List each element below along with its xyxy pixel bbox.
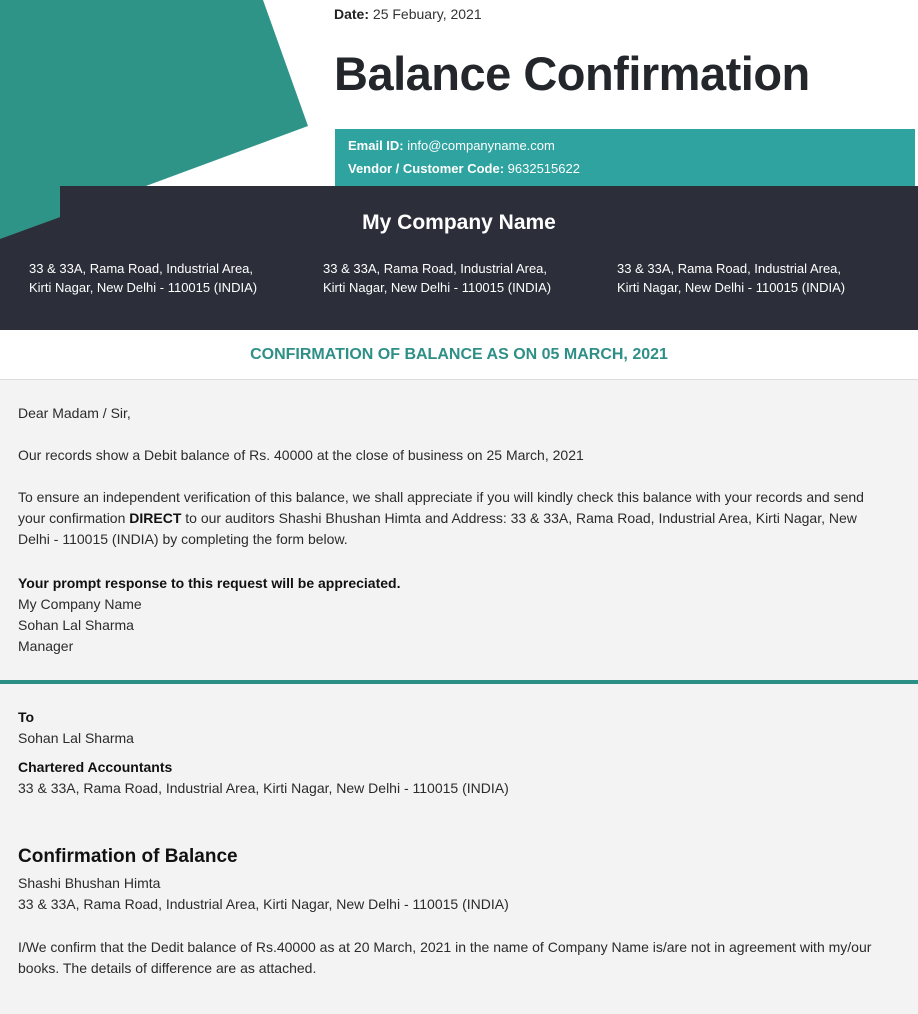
section-divider (0, 680, 918, 684)
address-line2: Kirti Nagar, New Delhi - 110015 (INDIA) (617, 280, 846, 295)
date-label: Date: (334, 6, 370, 22)
sign-company: My Company Name (18, 596, 142, 612)
confirmation-banner (0, 330, 918, 380)
address-line1: 33 & 33A, Rama Road, Industrial Area, (617, 261, 842, 276)
code-value: 9632515622 (507, 161, 580, 176)
paragraph-balance: Our records show a Debit balance of Rs. 40000 at the close of business on 25 March, 2021 (18, 447, 584, 463)
company-address-2 (323, 259, 593, 297)
firm-name: Chartered Accountants (18, 759, 173, 775)
date-line (334, 6, 482, 22)
to-name: Sohan Lal Sharma (18, 730, 134, 746)
confirmation-heading: Confirmation of Balance (18, 846, 238, 867)
address-line2: Kirti Nagar, New Delhi - 110015 (INDIA) (29, 280, 258, 295)
email-line (348, 137, 902, 160)
confirmation-party (18, 873, 888, 915)
code-line (348, 160, 902, 183)
email-value: info@companyname.com (407, 138, 555, 153)
para2-text-b: to our auditors Shashi Bhushan Himta and Address: 33 & 33A, Rama Road, Industrial Area, Kirti Nagar, New Delhi - 110015 (INDIA) by completing the form below. (18, 510, 857, 547)
date-value: 25 Febuary, 2021 (372, 6, 482, 22)
company-name: My Company Name (362, 211, 556, 234)
firm-address: 33 & 33A, Rama Road, Industrial Area, Kirti Nagar, New Delhi - 110015 (INDIA) (18, 780, 509, 796)
confirmation-name: Shashi Bhushan Himta (18, 875, 161, 891)
signature-block (18, 573, 888, 657)
code-label: Vendor / Customer Code: (348, 161, 505, 176)
banner-text: CONFIRMATION OF BALANCE AS ON 05 MARCH, 2021 (250, 346, 668, 363)
company-address-1 (29, 259, 299, 297)
address-line1: 33 & 33A, Rama Road, Industrial Area, (323, 261, 548, 276)
address-line2: Kirti Nagar, New Delhi - 110015 (INDIA) (323, 280, 552, 295)
para2-bold: DIRECT (129, 510, 182, 526)
confirmation-address: 33 & 33A, Rama Road, Industrial Area, Kirti Nagar, New Delhi - 110015 (INDIA) (18, 896, 509, 912)
confirmation-statement: I/We confirm that the Dedit balance of Rs.40000 as at 20 March, 2021 in the name of Company Name is/are not in agreement with my/our books. The details of difference are as attached. (18, 939, 872, 976)
address-line1: 33 & 33A, Rama Road, Industrial Area, (29, 261, 254, 276)
para2-text-a: To ensure an independent verification of this balance, we shall appreciate if you will kindly check this balance with your records and send your confirmation (18, 489, 864, 526)
to-block (18, 707, 888, 749)
document-header (0, 0, 918, 186)
sign-title: Manager (18, 638, 74, 654)
sign-name: Sohan Lal Sharma (18, 617, 134, 633)
firm-block (18, 757, 888, 799)
email-label: Email ID: (348, 138, 404, 153)
paragraph-verification (18, 487, 888, 550)
to-label: To (18, 709, 35, 725)
company-address-3 (617, 259, 887, 297)
prompt-line: Your prompt response to this request will be appreciated. (18, 575, 401, 591)
contact-box (335, 129, 915, 186)
decorative-teal-shape (0, 0, 310, 186)
salutation: Dear Madam / Sir, (18, 405, 131, 421)
page-title: Balance Confirmation (334, 47, 810, 100)
company-band (0, 186, 918, 330)
